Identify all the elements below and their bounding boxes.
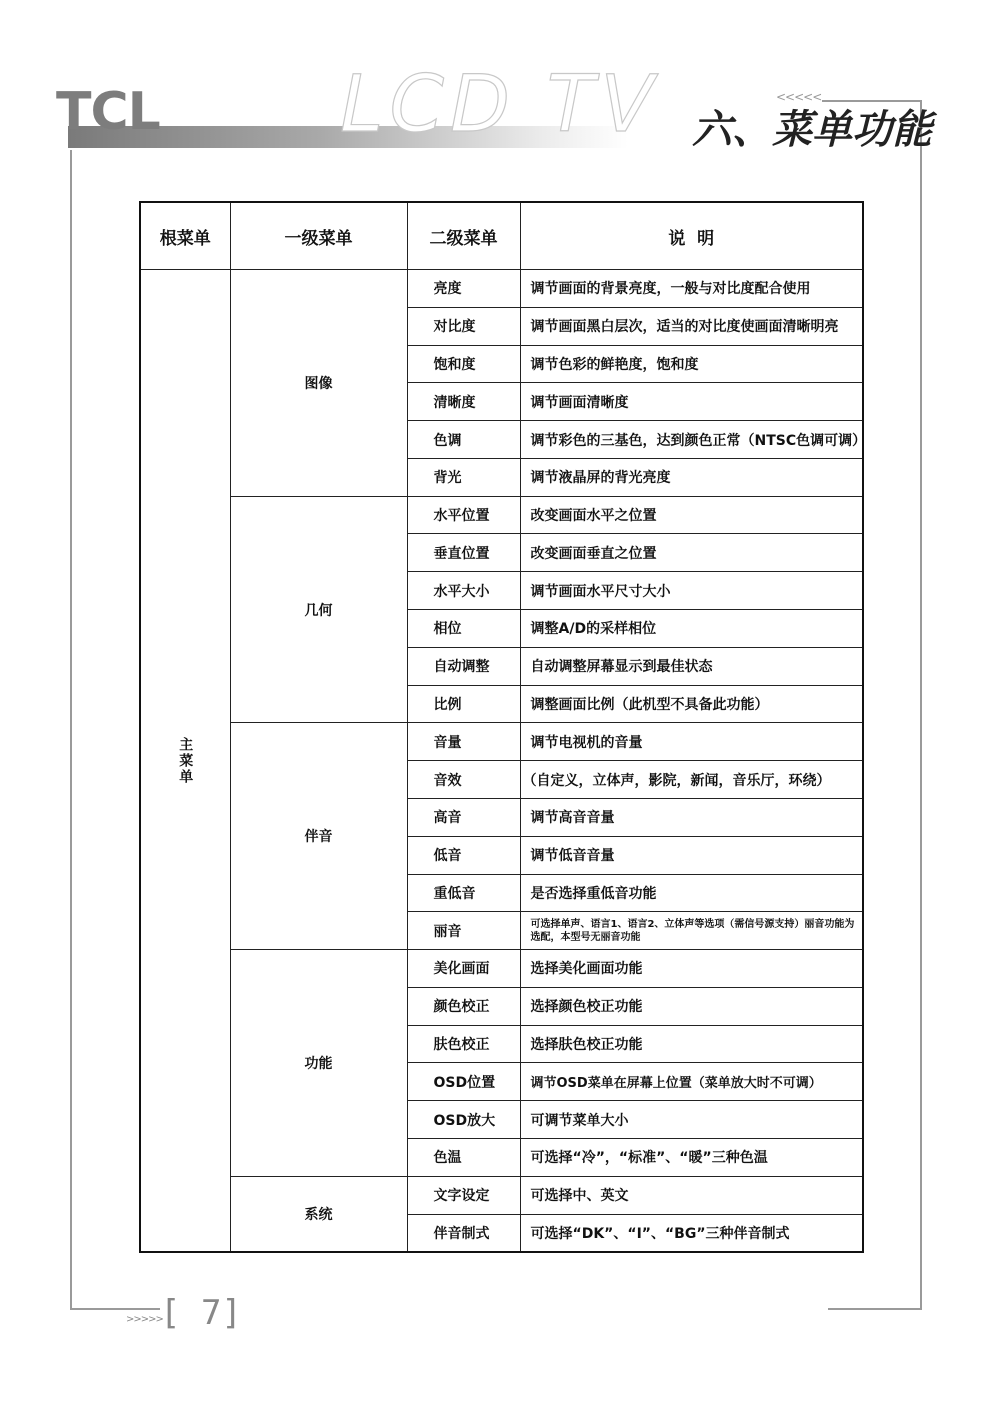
page-number: [ 7] [160,1293,242,1333]
level1-function: 功能 [230,950,407,1177]
item-name: 比例 [407,685,520,723]
item-name: 相位 [407,610,520,648]
level1-geometry: 几何 [230,496,407,723]
item-name: OSD放大 [407,1101,520,1139]
table-row [140,723,863,761]
item-desc: 调节液晶屏的背光亮度 [520,458,863,496]
item-name: 色温 [407,1138,520,1176]
frame-left-line [70,150,72,1310]
item-name: 伴音制式 [407,1214,520,1252]
header-level2-menu: 二级菜单 [407,202,520,270]
item-desc: 调整A/D的采样相位 [520,610,863,648]
item-name: 背光 [407,458,520,496]
item-name: 美化画面 [407,950,520,988]
item-desc: 调节电视机的音量 [520,723,863,761]
item-name: 丽音 [407,912,520,950]
item-name: 饱和度 [407,345,520,383]
root-menu-cell [140,270,230,1253]
item-name: 水平位置 [407,496,520,534]
item-desc: （自定义，立体声，影院，新闻，音乐厅，环绕） [520,761,863,799]
section-title: 六、菜单功能 [692,107,932,153]
item-name: 自动调整 [407,647,520,685]
footer-decorative-arrows: >>>>> [126,1314,163,1325]
root-menu-label: 主菜单 [177,736,194,785]
item-name: 音量 [407,723,520,761]
item-name: 对比度 [407,307,520,345]
table-header-row [140,202,863,270]
item-name: 音效 [407,761,520,799]
item-name: 重低音 [407,874,520,912]
item-desc: 选择美化画面功能 [520,950,863,988]
item-desc: 可选择中、英文 [520,1176,863,1214]
item-desc: 调节色彩的鲜艳度，饱和度 [520,345,863,383]
item-name: 清晰度 [407,383,520,421]
item-desc: 调节画面黑白层次，适当的对比度使画面清晰明亮 [520,307,863,345]
frame-bottom-left-line [70,1308,160,1310]
item-name: 亮度 [407,270,520,308]
header-level1-menu: 一级菜单 [230,202,407,270]
item-desc: 调整画面比例（此机型不具备此功能） [520,685,863,723]
decorative-arrows: <<<<< [776,90,822,104]
item-desc: 调节低音音量 [520,836,863,874]
item-name: 肤色校正 [407,1025,520,1063]
item-name: 颜色校正 [407,987,520,1025]
table-row [140,1176,863,1214]
item-desc: 调节彩色的三基色，达到颜色正常（NTSC色调可调） [520,421,863,459]
item-desc: 可选择单声、语言1、语言2、立体声等选项（需信号源支持）丽音功能为选配，本型号无丽音功能 [520,912,863,950]
item-desc: 调节高音音量 [520,798,863,836]
product-title: LCD TV [340,60,660,150]
item-desc: 调节画面清晰度 [520,383,863,421]
item-name: 低音 [407,836,520,874]
level1-system: 系统 [230,1176,407,1252]
item-desc: 选择颜色校正功能 [520,987,863,1025]
item-name: OSD位置 [407,1063,520,1101]
item-desc: 改变画面水平之位置 [520,496,863,534]
item-name: 水平大小 [407,572,520,610]
table-row [140,496,863,534]
table-row [140,950,863,988]
item-desc: 可选择“DK”、“I”、“BG”三种伴音制式 [520,1214,863,1252]
item-desc: 是否选择重低音功能 [520,874,863,912]
frame-bottom-right-line [828,1308,922,1310]
item-desc: 可调节菜单大小 [520,1101,863,1139]
level1-image: 图像 [230,270,407,497]
item-name: 高音 [407,798,520,836]
item-desc: 选择肤色校正功能 [520,1025,863,1063]
frame-right-line [920,100,922,1310]
item-desc: 调节画面水平尺寸大小 [520,572,863,610]
item-desc: 自动调整屏幕显示到最佳状态 [520,647,863,685]
item-desc: 调节画面的背景亮度，一般与对比度配合使用 [520,270,863,308]
frame-top-right-line [822,100,922,102]
header-root-menu: 根菜单 [140,202,230,270]
brand-logo: TCL [56,82,160,142]
level1-sound: 伴音 [230,723,407,950]
item-name: 垂直位置 [407,534,520,572]
item-desc: 调节OSD菜单在屏幕上位置（菜单放大时不可调） [520,1063,863,1101]
table-row [140,270,863,308]
header-description: 说 明 [520,202,863,270]
menu-function-table [139,201,867,1253]
item-name: 色调 [407,421,520,459]
item-desc: 可选择“冷”，“标准”、“暖”三种色温 [520,1138,863,1176]
item-name: 文字设定 [407,1176,520,1214]
item-desc: 改变画面垂直之位置 [520,534,863,572]
